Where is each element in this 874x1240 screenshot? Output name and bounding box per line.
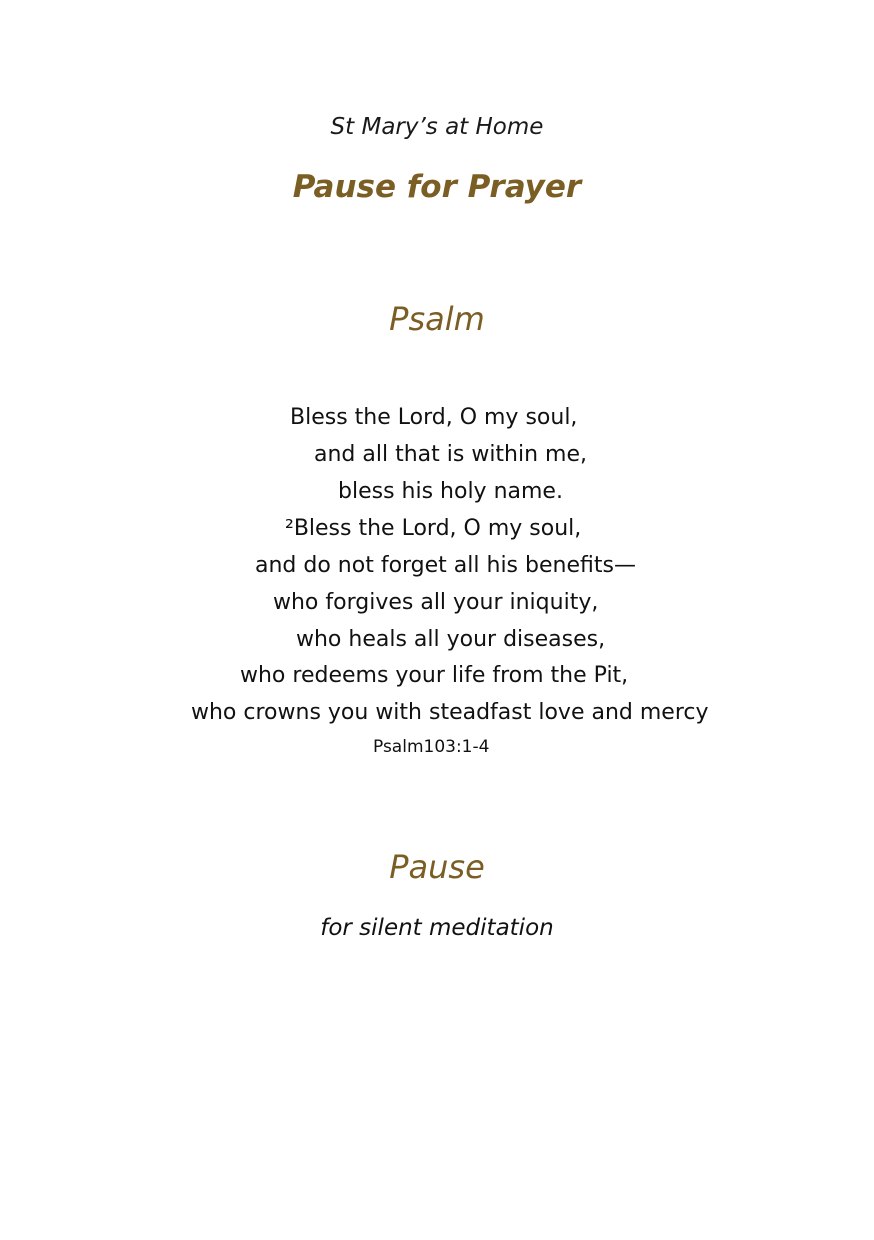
- psalm-line-1: Bless the Lord, O my soul,: [290, 405, 578, 430]
- psalm-line-2: and all that is within me,: [314, 442, 588, 467]
- psalm-line-8: who redeems your life from the Pit,: [240, 663, 629, 688]
- psalm-line-7: who heals all your diseases,: [296, 627, 606, 652]
- pause-note: for silent meditation: [320, 915, 554, 941]
- site-subtitle: St Mary’s at Home: [330, 114, 544, 140]
- psalm-line-3: bless his holy name.: [338, 479, 563, 504]
- pause-heading: Pause: [389, 848, 485, 886]
- psalm-line-4: ²Bless the Lord, O my soul,: [285, 516, 582, 541]
- psalm-line-5: and do not forget all his benefits—: [255, 553, 636, 578]
- psalm-citation: Psalm103:1-4: [373, 737, 490, 757]
- psalm-line-9: who crowns you with steadfast love and mercy: [191, 700, 709, 725]
- psalm-heading: Psalm: [389, 300, 485, 338]
- psalm-line-6: who forgives all your iniquity,: [273, 590, 599, 615]
- page-title: Pause for Prayer: [292, 169, 582, 205]
